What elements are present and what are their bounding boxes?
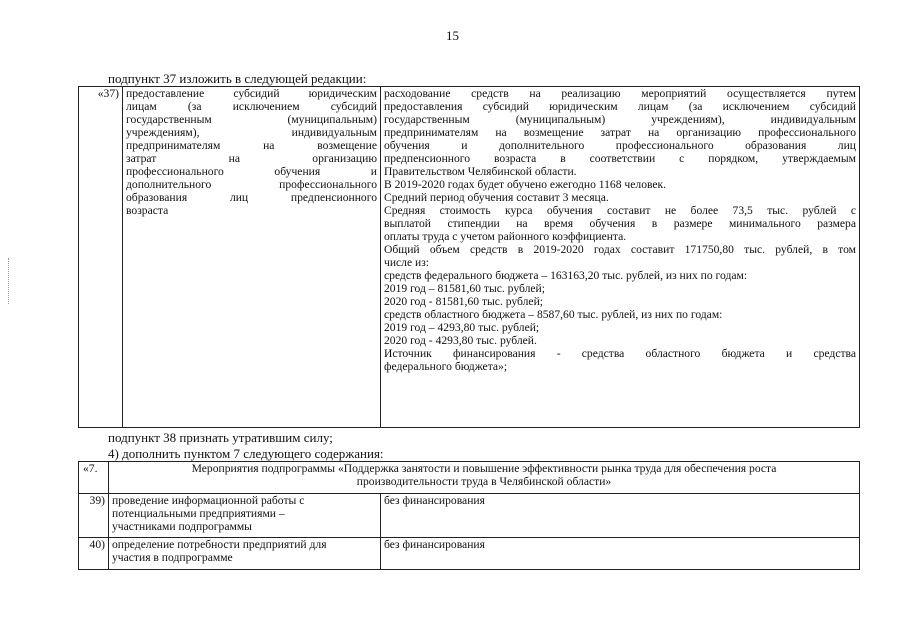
table-section-7 [78, 461, 860, 570]
row-7-title-line: Мероприятия подпрограммы «Поддержка занятости и повышение эффективности рынка труда для обеспечения роста [191, 462, 777, 475]
row-39-right-cell: без финансирования [381, 494, 860, 538]
row-40-left-line: определение потребности предприятий для [112, 538, 327, 551]
row-37-right-line: Средний период обучения составит 3 месяца. [384, 191, 609, 204]
row-37-right-line: Средняя стоимость курса обучения составит не более 73,5 тыс. рублей с [384, 204, 856, 217]
row-39-number: 39) [79, 494, 109, 538]
paragraph-38: подпункт 38 признать утратившим силу; [108, 430, 333, 445]
row-39-left-cell [109, 494, 381, 538]
row-37-left-line: профессионального обучения и [126, 165, 377, 178]
row-37-right-line: выплатой стипендии на время обучения в размере минимального размера [384, 217, 856, 230]
row-37-left-line: возраста [126, 204, 169, 217]
row-37-right-line: расходование средств на реализацию мероприятий осуществляется путем [384, 87, 856, 100]
row-37-right-line: средств федерального бюджета – 163163,20 тыс. рублей, из них по годам: [384, 269, 748, 282]
table-row-39 [79, 494, 860, 538]
row-7-title-line: производительности труда в Челябинской области» [356, 475, 612, 488]
paragraph-4: 4) дополнить пунктом 7 следующего содержания: [108, 446, 384, 461]
row-39-left-line: потенциальными предприятиями – [112, 507, 285, 520]
table-row-37 [78, 86, 860, 428]
row-37-right-line: 2019 год – 81581,60 тыс. рублей; [384, 282, 545, 295]
row-37-right-line: числе из: [384, 256, 430, 269]
row-37-left-line: предпринимателям на возмещение [126, 139, 377, 152]
row-37-left-line: предоставление субсидий юридическим [126, 87, 377, 100]
row-37-left-line: учреждениям), индивидуальным [126, 126, 377, 139]
row-37-right-line: предпенсионного возраста в соответствии с порядком, утверждаемым [384, 152, 856, 165]
table-row-40 [79, 538, 860, 570]
row-37-left-line: дополнительного профессионального [126, 178, 377, 191]
row-37-right-line: Правительством Челябинской области. [384, 165, 577, 178]
row-40-number: 40) [79, 538, 109, 570]
row-37-right-line: средств областного бюджета – 8587,60 тыс. рублей, из них по годам: [384, 308, 723, 321]
row-7-number: «7. [79, 462, 109, 494]
table-row-7 [79, 462, 860, 494]
row-37-right-line: государственным (муниципальным) учреждениям), индивидуальным [384, 113, 856, 126]
row-39-left-line: проведение информационной работы с [112, 494, 305, 507]
row-37-left-line: образования лиц предпенсионного [126, 191, 377, 204]
row-37-left-line: государственным (муниципальным) [126, 113, 377, 126]
row-37-left-line: затрат на организацию [126, 152, 377, 165]
row-37-left-cell [123, 87, 381, 428]
row-37-right-line: В 2019-2020 годах будет обучено ежегодно 1168 человек. [384, 178, 667, 191]
row-37-left-line: лицам (за исключением субсидий [126, 100, 377, 113]
row-40-right-cell: без финансирования [381, 538, 860, 570]
row-7-title-cell [109, 462, 860, 494]
row-40-left-line: участия в подпрограмме [112, 551, 233, 564]
row-37-right-line: 2020 год - 4293,80 тыс. рублей. [384, 334, 537, 347]
row-37-right-line: федерального бюджета»; [384, 360, 508, 373]
row-39-left-line: участниками подпрограммы [112, 520, 252, 533]
row-40-left-cell [109, 538, 381, 570]
intro-paragraph-37: подпункт 37 изложить в следующей редакции: [108, 71, 367, 86]
row-37-right-line: оплаты труда с учетом районного коэффициента. [384, 230, 627, 243]
row-37-right-line: предпринимателям на возмещение затрат на организацию профессионального [384, 126, 856, 139]
row-37-right-line: предоставления субсидий юридическим лицам (за исключением субсидий [384, 100, 856, 113]
row-37-right-line: Общий объем средств в 2019-2020 годах составит 171750,80 тыс. рублей, в том [384, 243, 856, 256]
row-37-right-cell [381, 87, 860, 428]
page-number: 15 [446, 28, 459, 43]
row-37-right-line: обучения и дополнительного профессионального образования лиц [384, 139, 856, 152]
row-37-right-line: Источник финансирования - средства областного бюджета и средства [384, 347, 856, 360]
row-37-right-line: 2019 год – 4293,80 тыс. рублей; [384, 321, 540, 334]
row-37-right-line: 2020 год - 81581,60 тыс. рублей; [384, 295, 544, 308]
margin-mark [8, 258, 10, 304]
row-37-number: «37) [79, 87, 123, 428]
